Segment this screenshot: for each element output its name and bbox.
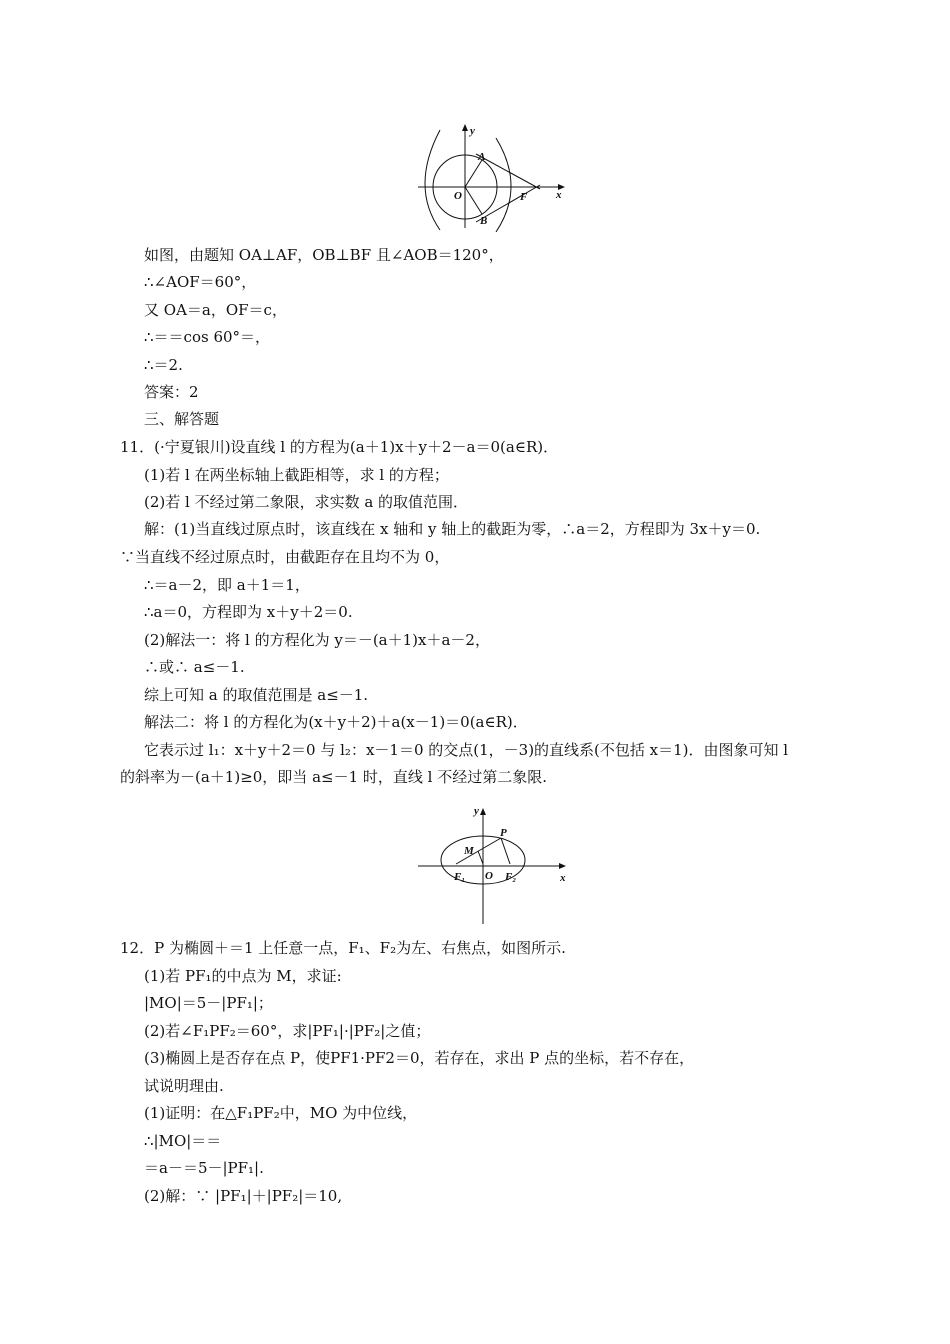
text-line: 的斜率为－(a＋1)≥0，即当 a≤－1 时，直线 l 不经过第二象限.	[120, 768, 547, 786]
point-m-label: M	[464, 845, 474, 857]
origin-label: O	[454, 190, 462, 202]
text-line: ∵当直线不经过原点时，由截距存在且均不为 0，	[120, 548, 450, 566]
text-line: 综上可知 a 的取值范围是 a≤－1.	[144, 686, 369, 704]
text-line: 答案：2	[144, 383, 199, 401]
point-b-label: B	[480, 215, 488, 227]
text-line: 又 OA＝a，OF＝c，	[144, 301, 287, 319]
text-line: (1)证明：在△F₁PF₂中，MO 为中位线，	[144, 1104, 418, 1122]
hyperbola-circle-figure	[410, 120, 580, 232]
text-line: (1)若 PF₁的中点为 M，求证:	[144, 967, 342, 985]
point-f-label: F	[520, 191, 528, 203]
text-line: (2)解法一：将 l 的方程化为 y＝－(a＋1)x＋a－2，	[144, 631, 490, 649]
text-line: ＝a－＝5－|PF₁|.	[144, 1159, 264, 1177]
text-line: ∴＝2.	[144, 356, 183, 374]
text-line: (2)若 l 不经过第二象限，求实数 a 的取值范围．	[144, 493, 469, 511]
text-line: 解：(1)当直线过原点时，该直线在 x 轴和 y 轴上的截距为零，∴a＝2，方程即为 3x＋y＝0.	[144, 520, 761, 538]
text-line: ∴＝＝cos 60°＝，	[144, 328, 271, 346]
text-line: ∴|MO|＝＝	[144, 1132, 222, 1150]
text-line: 如图，由题知 OA⊥AF，OB⊥BF 且∠AOB＝120°，	[144, 246, 504, 264]
text-line: (3)椭圆上是否存在点 P，使PF1·PF2＝0，若存在，求出 P 点的坐标，若不存在，	[144, 1049, 695, 1067]
x-axis-label: x	[560, 872, 566, 884]
focus-f1-label: F₁	[454, 871, 466, 883]
y-axis-label: y	[470, 125, 475, 137]
problem-11-statement: 11．(·宁夏银川)设直线 l 的方程为(a＋1)x＋y＋2－a＝0(a∈R)．	[120, 438, 559, 456]
text-line: ∴或∴ a≤－1.	[144, 658, 245, 676]
text-line: |MO|＝5－|PF₁|；	[144, 994, 273, 1012]
text-line: (2)解：∵ |PF₁|＋|PF₂|＝10,	[144, 1187, 343, 1205]
text-line: ∴a＝0，方程即为 x＋y＋2＝0.	[144, 603, 353, 621]
focus-f2-label: F₂	[505, 871, 517, 883]
origin-label: O	[485, 870, 493, 882]
text-line: ∴＝a－2，即 a＋1＝1，	[144, 576, 310, 594]
text-line: (2)若∠F₁PF₂＝60°，求|PF₁|·|PF₂|之值；	[144, 1022, 431, 1040]
text-line: 它表示过 l₁：x＋y＋2＝0 与 l₂：x－1＝0 的交点(1，－3)的直线系(不包括 x＝1)．由图象可知 l	[144, 741, 789, 759]
problem-12-statement: 12．P 为椭圆＋＝1 上任意一点，F₁、F₂为左、右焦点，如图所示.	[120, 939, 566, 957]
ellipse-figure	[410, 800, 580, 928]
y-axis-label: y	[474, 805, 479, 817]
section-heading: 三、解答题	[144, 410, 220, 428]
x-axis-label: x	[556, 189, 562, 201]
text-line: (1)若 l 在两坐标轴上截距相等，求 l 的方程；	[144, 466, 449, 484]
text-line: 解法二：将 l 的方程化为(x＋y＋2)＋a(x－1)＝0(a∈R)．	[144, 713, 528, 731]
text-line: 试说明理由.	[144, 1077, 224, 1095]
point-p-label: P	[500, 827, 507, 839]
text-line: ∴∠AOF＝60°，	[144, 273, 257, 291]
point-a-label: A	[478, 151, 486, 163]
